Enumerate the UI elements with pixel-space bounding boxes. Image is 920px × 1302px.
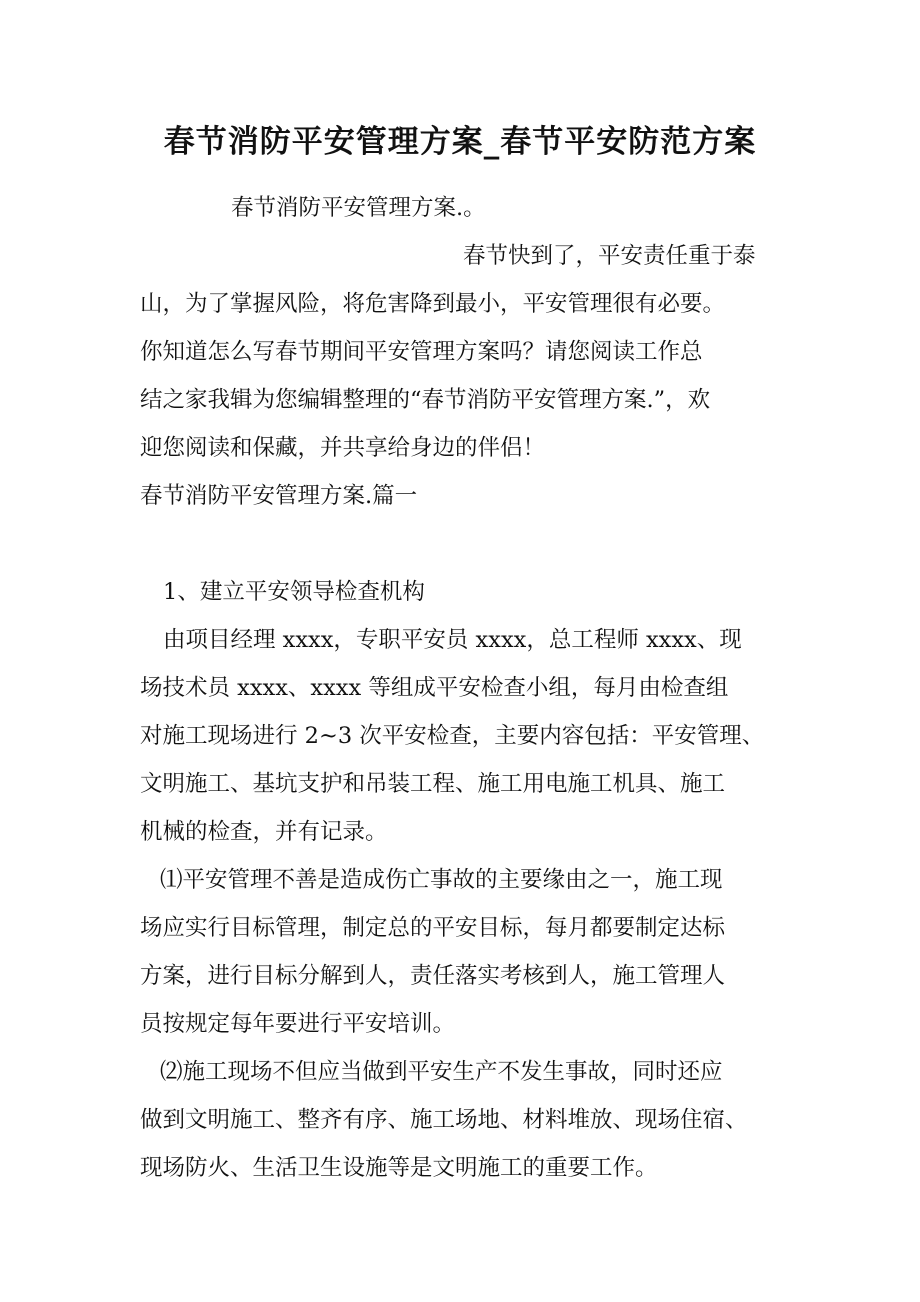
item-line: 文明施工、基坑支护和吊装工程、施工用电施工机具、施工 xyxy=(140,771,726,797)
document-subtitle: 春节消防平安管理方案.。 xyxy=(231,195,486,221)
point-line: ⑵施工现场不但应当做到平安生产不发生事故，同时还应 xyxy=(160,1059,723,1085)
point-line: ⑴平安管理不善是造成伤亡事故的主要缘由之一，施工现 xyxy=(160,867,723,893)
document-title: 春节消防平安管理方案_春节平安防范方案 xyxy=(163,124,757,160)
item-heading: 1、建立平安领导检查机构 xyxy=(163,579,425,605)
item-line: 场技术员 xxxx、xxxx 等组成平安检查小组，每月由检查组 xyxy=(140,675,729,701)
intro-line: 迎您阅读和保藏，并共享给身边的伴侣！ xyxy=(140,435,546,461)
item-line: 对施工现场进行 2~3 次平安检查，主要内容包括：平安管理、 xyxy=(140,723,765,749)
item-line: 由项目经理 xxxx，专职平安员 xxxx，总工程师 xxxx、现 xyxy=(163,627,742,653)
point-line: 做到文明施工、整齐有序、施工场地、材料堆放、现场住宿、 xyxy=(140,1107,748,1133)
intro-line: 春节快到了，平安责任重于泰 xyxy=(463,243,756,269)
intro-line: 你知道怎么写春节期间平安管理方案吗？请您阅读工作总 xyxy=(140,339,703,365)
intro-line: 山，为了掌握风险，将危害降到最小，平安管理很有必要。 xyxy=(140,291,726,317)
item-line: 机械的检查，并有记录。 xyxy=(140,819,388,845)
section-heading: 春节消防平安管理方案.篇一 xyxy=(140,483,418,509)
point-line: 员按规定每年要进行平安培训。 xyxy=(140,1011,456,1037)
point-line: 方案，进行目标分解到人，责任落实考核到人，施工管理人 xyxy=(140,963,726,989)
intro-line: 结之家我辑为您编辑整理的“春节消防平安管理方案.”，欢 xyxy=(140,387,711,413)
point-line: 场应实行目标管理，制定总的平安目标，每月都要制定达标 xyxy=(140,915,726,941)
point-line: 现场防火、生活卫生设施等是文明施工的重要工作。 xyxy=(140,1155,658,1181)
